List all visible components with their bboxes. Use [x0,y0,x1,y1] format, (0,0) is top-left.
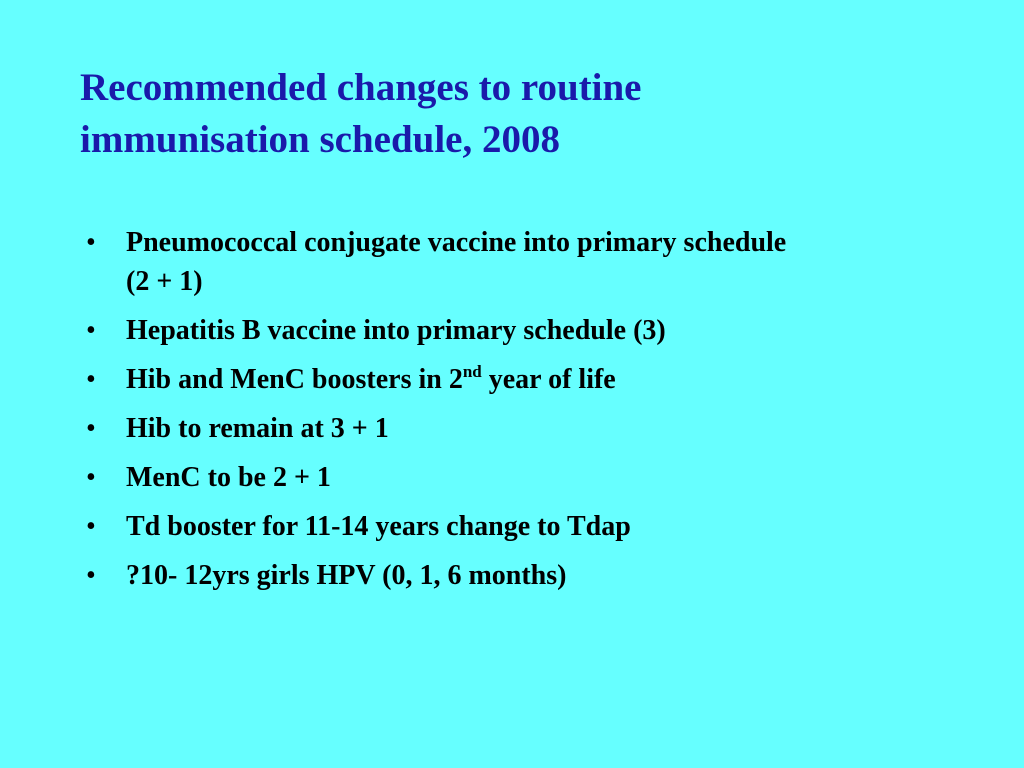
slide-title [80,62,960,166]
bullet-item-pcv [86,223,956,301]
bullet-icon: • [86,462,96,493]
bullet-icon: • [86,413,96,444]
bullet-icon: • [86,227,96,258]
slide-title-line-2: immunisation schedule, 2008 [80,118,560,161]
bullet-item-hpv [86,556,956,595]
bullet-text-after: year of life [481,364,616,395]
bullet-text: ?10- 12yrs girls HPV (0, 1, 6 months) [126,560,567,591]
bullet-list [86,223,956,605]
bullet-text: Hepatitis B vaccine into primary schedule (3) [126,315,666,346]
slide-title-line-1: Recommended changes to routine [80,66,642,109]
bullet-icon: • [86,560,96,591]
bullet-text: MenC to be 2 + 1 [126,462,331,493]
ordinal-superscript: nd [462,362,482,381]
bullet-text: Td booster for 11-14 years change to Tdap [126,511,631,542]
bullet-item-hib-menc-boosters [86,360,956,399]
bullet-text [126,223,956,301]
bullet-icon: • [86,511,96,542]
bullet-text: Hib to remain at 3 + 1 [126,413,389,444]
bullet-text [126,364,616,395]
bullet-item-td-tdap [86,507,956,546]
bullet-text-before: Hib and MenC boosters in 2 [126,364,463,395]
bullet-item-menc [86,458,956,497]
bullet-icon: • [86,364,96,395]
bullet-text-line-1: Pneumococcal conjugate vaccine into primary schedule [126,227,787,258]
bullet-item-hepb [86,311,956,350]
bullet-text-line-2: (2 + 1) [126,266,203,297]
bullet-icon: • [86,315,96,346]
bullet-item-hib [86,409,956,448]
